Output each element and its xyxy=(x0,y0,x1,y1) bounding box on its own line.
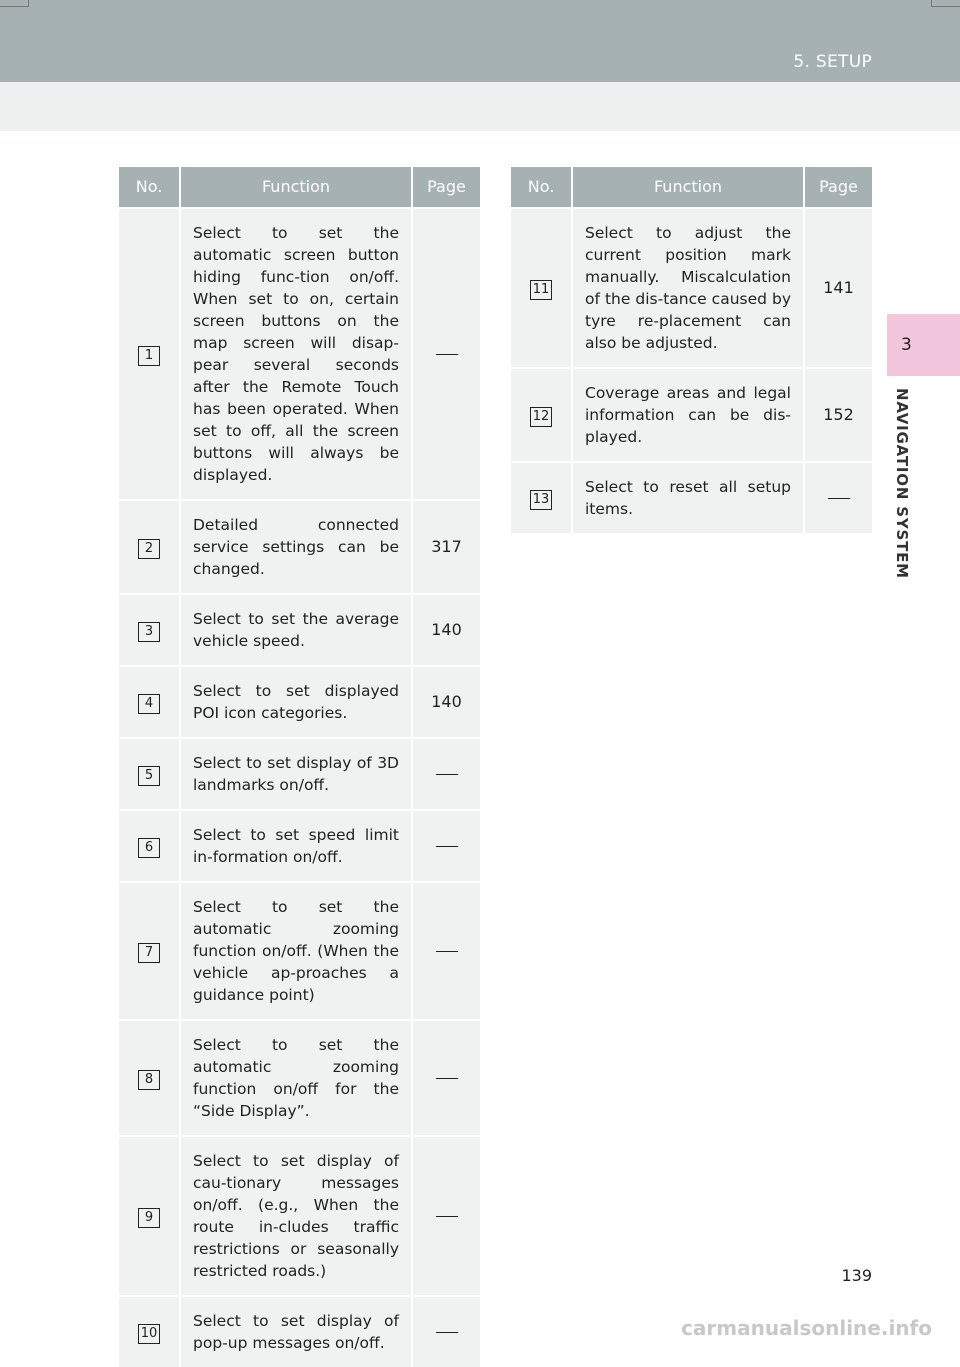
row-number: 12 xyxy=(530,407,553,427)
table-row xyxy=(119,738,480,810)
row-number-cell xyxy=(511,368,572,462)
column-header-function: Function xyxy=(180,167,412,208)
page-cell xyxy=(412,1296,480,1367)
chapter-label: NAVIGATION SYSTEM xyxy=(893,388,911,579)
function-description: Select to set display of 3D landmarks on/off. xyxy=(180,738,412,810)
function-description: Select to set the average vehicle speed. xyxy=(180,594,412,666)
function-description: Select to set speed limit in-formation on/off. xyxy=(180,810,412,882)
row-number-cell xyxy=(511,462,572,533)
page-cell xyxy=(412,882,480,1020)
column-header-function: Function xyxy=(572,167,804,208)
page-cell xyxy=(804,462,872,533)
section-title: 5. SETUP xyxy=(793,52,872,72)
function-description: Coverage areas and legal information can be dis-played. xyxy=(572,368,804,462)
function-description: Select to set display of pop-up messages on/off. xyxy=(180,1296,412,1367)
table-row xyxy=(119,1296,480,1367)
function-description: Select to set the automatic zooming function on/off. (When the vehicle ap-proaches a guidance point) xyxy=(180,882,412,1020)
row-number: 4 xyxy=(138,694,160,714)
table-row xyxy=(119,810,480,882)
page-reference: 152 xyxy=(804,368,872,462)
function-description: Select to set the automatic zooming function on/off for the “Side Display”. xyxy=(180,1020,412,1136)
table-row xyxy=(119,666,480,738)
table-row xyxy=(511,368,872,462)
function-table-right xyxy=(511,167,872,533)
row-number-cell xyxy=(119,810,180,882)
table-row xyxy=(119,500,480,594)
page-reference: 140 xyxy=(412,594,480,666)
crop-mark xyxy=(0,0,29,7)
no-page-dash xyxy=(436,846,458,847)
function-table-left xyxy=(119,167,480,1367)
function-description: Select to adjust the current position mark manually. Miscalculation of the dis-tance caused by tyre re-placement can also be adjusted. xyxy=(572,208,804,368)
no-page-dash xyxy=(436,951,458,952)
row-number-cell xyxy=(119,500,180,594)
row-number: 11 xyxy=(530,280,553,300)
page-cell xyxy=(412,1136,480,1296)
no-page-dash xyxy=(436,774,458,775)
chapter-tab xyxy=(887,314,960,376)
page-reference: 140 xyxy=(412,666,480,738)
row-number: 10 xyxy=(138,1324,161,1344)
page-reference: 317 xyxy=(412,500,480,594)
row-number: 6 xyxy=(138,838,160,858)
function-description: Select to set the automatic screen button hiding func-tion on/off. When set to on, certain screen buttons on the map screen will disap-pear several seconds after the Remote Touch has been operated. When set to off, all the screen buttons will always be displayed. xyxy=(180,208,412,500)
row-number: 13 xyxy=(530,490,553,510)
row-number: 5 xyxy=(138,766,160,786)
page-number: 139 xyxy=(841,1266,872,1285)
watermark: carmanualsonline.info xyxy=(681,1316,932,1340)
header-band xyxy=(0,82,960,131)
page-cell xyxy=(412,1020,480,1136)
table-header-row xyxy=(511,167,872,208)
row-number-cell xyxy=(511,208,572,368)
function-description: Select to set display of cau-tionary messages on/off. (e.g., When the route in-cludes traffic restrictions or seasonally restricted roads.) xyxy=(180,1136,412,1296)
column-header-page: Page xyxy=(412,167,480,208)
row-number-cell xyxy=(119,594,180,666)
function-description: Select to set displayed POI icon categories. xyxy=(180,666,412,738)
page-cell xyxy=(412,810,480,882)
row-number: 9 xyxy=(138,1208,160,1228)
row-number-cell xyxy=(119,1296,180,1367)
page-cell xyxy=(412,208,480,500)
no-page-dash xyxy=(828,498,850,499)
table-header-row xyxy=(119,167,480,208)
no-page-dash xyxy=(436,1216,458,1217)
row-number-cell xyxy=(119,666,180,738)
column-header-page: Page xyxy=(804,167,872,208)
row-number-cell xyxy=(119,882,180,1020)
table-row xyxy=(119,594,480,666)
row-number: 8 xyxy=(138,1070,160,1090)
table-row xyxy=(119,1020,480,1136)
row-number: 7 xyxy=(138,943,160,963)
table-row xyxy=(119,208,480,500)
no-page-dash xyxy=(436,354,458,355)
function-description: Select to reset all setup items. xyxy=(572,462,804,533)
chapter-number: 3 xyxy=(901,335,912,355)
no-page-dash xyxy=(436,1332,458,1333)
row-number: 1 xyxy=(138,346,160,366)
page-reference: 141 xyxy=(804,208,872,368)
row-number: 2 xyxy=(138,539,160,559)
table-row xyxy=(511,208,872,368)
page-cell xyxy=(412,738,480,810)
row-number: 3 xyxy=(138,622,160,642)
column-header-no: No. xyxy=(119,167,180,208)
row-number-cell xyxy=(119,1020,180,1136)
table-row xyxy=(511,462,872,533)
column-header-no: No. xyxy=(511,167,572,208)
no-page-dash xyxy=(436,1078,458,1079)
table-row xyxy=(119,882,480,1020)
row-number-cell xyxy=(119,208,180,500)
crop-mark xyxy=(931,0,960,7)
row-number-cell xyxy=(119,738,180,810)
row-number-cell xyxy=(119,1136,180,1296)
function-description: Detailed connected service settings can be changed. xyxy=(180,500,412,594)
table-row xyxy=(119,1136,480,1296)
